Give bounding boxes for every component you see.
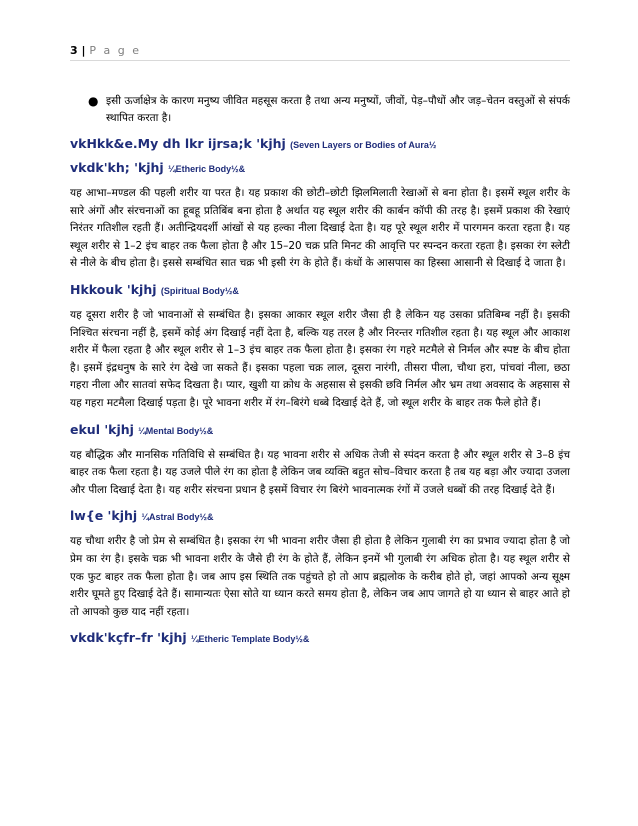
section-heading-english: ¼Mental Body½& (138, 425, 214, 436)
section-heading-english: (Spiritual Body½& (160, 285, 239, 296)
paragraph-etheric: यह आभा–मण्डल की पहली शरीर या परत है। यह प्रकाश की छोटी–छोटी झिलमिलाती रेखाओं से बना होता है। इसमें स्थूल शरीर के सारे अंगों और संरचनाओं का हूबहू प्रतिबिंब बना होता है अर्थात यह स्थूल शरीर की कार्बन कॉपी की तरह है। इसमें प्रकाश की रेखाएं निरंतर गतिशील रहती हैं। अतीन्द्रियदर्शी आंखों से यह हल्का नीला दिखाई देता है। यह पूरे स्थूल शरीर में पारगमन करता रहता है। यह स्थूल शरीर से 1–2 इंच बाहर तक फैला होता है और 15–20 चक्र प्रति मिनट की आवृत्ति पर स्पन्दन करता रहता है। इसका रंग स्लेटी से नीले के बीच होता है। इससे सम्बंधित सात चक्र भी इसी रंग के होते हैं। कंधों के आसपास का हिस्सा आसानी से दिखाई दे जाता है। (70, 187, 570, 270)
document-body (70, 93, 570, 645)
section-heading-astral (70, 508, 570, 523)
main-heading-english: (Seven Layers or Bodies of Aura½ (290, 140, 437, 150)
bullet-item (70, 93, 570, 127)
section-heading-english: ¼Etheric Template Body½& (191, 634, 310, 645)
page-number: 3 (70, 44, 78, 57)
header-rule (70, 60, 570, 61)
bullet-text: इसी ऊर्जाक्षेत्र के कारण मनुष्य जीवित महसूस करता है तथा अन्य मनुष्यों, जीवों, पेड़–पौधों और जड़–चेतन वस्तुओं से संपर्क स्थापित करता है। (106, 95, 570, 124)
section-heading-mental (70, 422, 570, 437)
bullet-icon: ● (88, 94, 99, 108)
section-heading-etheric-template (70, 630, 570, 645)
paragraph-astral: यह चौथा शरीर है जो प्रेम से सम्बंधित है। इसका रंग भी भावना शरीर जैसा ही होता है लेकिन गुलाबी रंग का प्रभाव ज्यादा होता है जो प्रेम का रंग है। इसके चक्र भी भावना शरीर के जैसे ही रंग के होते हैं, लेकिन इनमें भी गुलाबी रंग अधिक होता है। यह स्थूल शरीर से एक फुट बाहर तक फैला होता है। जब आप इस स्थिति तक पहुंचते हो तो आप ब्रह्मलोक के करीब होते हो, जहां आपको अन्य सूक्ष्म शरीर घूमते हुए दिखाई देते हैं। सामान्यतः ऐसा सोते या ध्यान करते समय होता है, लेकिन जब आप जागते हो या ध्यान से बाहर आते हो तो आपको कुछ याद नहीं रहता। (70, 535, 570, 618)
section-heading-hindi: lw{e 'kjhj (70, 508, 138, 524)
main-heading (70, 136, 570, 151)
page-label: P a g e (89, 44, 141, 57)
section-heading-hindi: vkdk'kh; 'kjhj (70, 160, 164, 175)
section-heading-spiritual (70, 282, 570, 297)
section-heading-hindi: vkdk'kçfr–fr 'kjhj (70, 630, 187, 646)
section-heading-english: ¼Astral Body½& (141, 512, 214, 523)
main-heading-hindi: vkHkk&e.My dh lkr ijrsa;k 'kjhj (70, 136, 286, 151)
page-header (70, 44, 141, 57)
section-heading-etheric (70, 160, 570, 175)
header-separator: | (77, 44, 90, 57)
section-heading-english: ¼Etheric Body½& (168, 164, 246, 174)
paragraph-mental: यह बौद्धिक और मानसिक गतिविधि से सम्बंधित है। यह भावना शरीर से अधिक तेजी से स्पंदन करता है और स्थूल शरीर से 3–8 इंच बाहर तक फैला रहता है। यह उजले पीले रंग का होता है लेकिन जब व्यक्ति बहुत सोच–विचार करता है तब यह बड़ा और ज्यादा उजला और पीला दिखाई देता है। यह शरीर संरचना प्रधान है इसमें विचार रंग बिरंगे भावनात्मक रंगों में उजले धब्बों की तरह दिखाई देते हैं। (70, 448, 570, 496)
paragraph-spiritual: यह दूसरा शरीर है जो भावनाओं से सम्बंधित है। इसका आकार स्थूल शरीर जैसा ही है लेकिन यह उसका प्रतिबिम्ब नहीं है। इसकी निश्चित संरचना नहीं है, इसमें कोई अंग दिखाई नहीं देता है, बल्कि यह तरल है और निरन्तर गतिशील रहता है। यह स्थूल और आकाश शरीर में फैला रहता है और स्थूल शरीर से 1–3 इंच बाहर तक फैला होता है। इसका रंग गहरे मटमैले से निर्मल और स्पष्ट के बीच होता है। इसमें इंद्रधनुष के सारे रंग देखे जा सकते हैं। इसका पहला चक्र लाल, दूसरा नारंगी, तीसरा पीला, चौथा हरा, पांचवां नीला, छठा गहरा नीला और सातवां सफेद दिखता है। प्यार, खुशी या क्रोध के अहसास से इसकी छवि निर्मल और भ्रम तथा अवसाद के अहसास से यह गहरा मटमैला दिखाई पड़ता है। पूरे भावना शरीर में रंग–बिरंगे धब्बे दिखाई देते हैं, जो स्थूल शरीर के बाहर तक फैले होते हैं। (70, 308, 570, 409)
section-heading-hindi: Hkkouk 'kjhj (70, 281, 157, 297)
section-heading-hindi: ekul 'kjhj (70, 421, 134, 437)
